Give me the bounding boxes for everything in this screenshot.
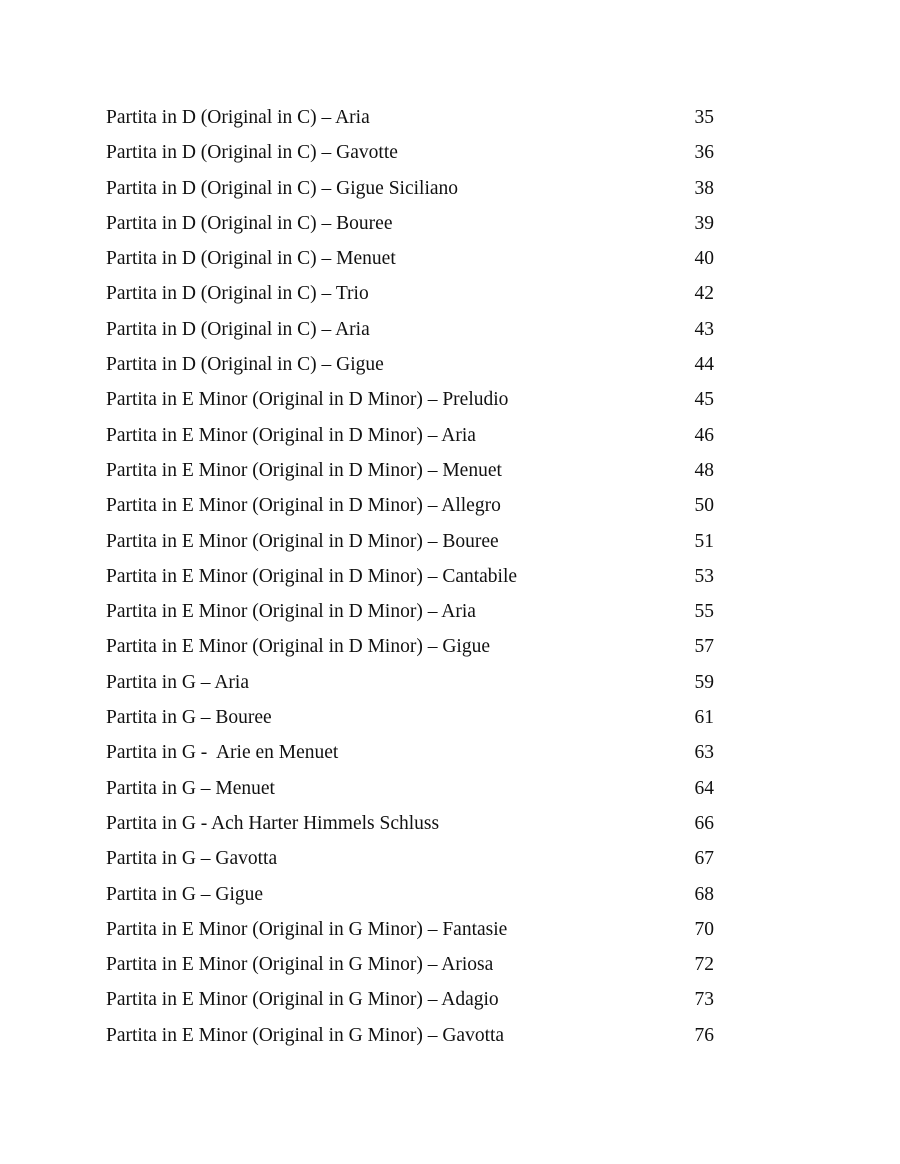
toc-entry-page: 42 [694,283,714,305]
toc-entry-page: 68 [694,883,714,905]
toc-entry-title: Partita in E Minor (Original in D Minor) – Aria [106,424,476,446]
toc-entry-page: 59 [694,671,714,693]
toc-entry-title: Partita in G – Aria [106,671,249,693]
toc-entry[interactable] [106,418,746,453]
toc-entry[interactable] [106,594,746,629]
toc-entry-page: 57 [694,636,714,658]
toc-entry[interactable] [106,347,746,382]
toc-entry[interactable] [106,524,746,559]
toc-entry[interactable] [106,735,746,770]
toc-entry[interactable] [106,771,746,806]
toc-entry[interactable] [106,947,746,982]
toc-entry-page: 44 [694,354,714,376]
toc-entry-page: 73 [694,989,714,1011]
toc-entry-title: Partita in G – Gavotta [106,848,278,870]
toc-entry-page: 46 [694,424,714,446]
toc-entry-page: 51 [694,530,714,552]
toc-entry-title: Partita in E Minor (Original in D Minor) – Aria [106,601,476,623]
toc-entry[interactable] [106,241,746,276]
toc-entry-page: 36 [694,142,714,164]
toc-entry-title: Partita in E Minor (Original in D Minor) – Cantabile [106,565,518,587]
toc-entry[interactable] [106,1018,746,1053]
toc-entry-page: 53 [694,565,714,587]
toc-entry-title: Partita in E Minor (Original in D Minor) – Allegro [106,495,501,517]
toc-entry-title: Partita in G – Bouree [106,707,272,729]
toc-entry[interactable] [106,982,746,1017]
toc-entry[interactable] [106,312,746,347]
toc-entry-title: Partita in D (Original in C) – Trio [106,283,369,305]
toc-entry-title: Partita in D (Original in C) – Bouree [106,212,393,234]
toc-entry-page: 63 [694,742,714,764]
table-of-contents [106,100,746,1053]
toc-entry[interactable] [106,135,746,170]
toc-entry-title: Partita in E Minor (Original in G Minor) – Ariosa [106,954,494,976]
toc-entry[interactable] [106,806,746,841]
toc-entry[interactable] [106,912,746,947]
toc-entry-page: 40 [694,248,714,270]
toc-entry[interactable] [106,382,746,417]
toc-entry-page: 45 [694,389,714,411]
toc-entry[interactable] [106,665,746,700]
toc-entry-title: Partita in E Minor (Original in D Minor) – Preludio [106,389,509,411]
toc-entry-page: 39 [694,212,714,234]
toc-entry-title: Partita in E Minor (Original in G Minor) – Gavotta [106,1024,505,1046]
toc-entry-page: 76 [694,1024,714,1046]
toc-entry-title: Partita in E Minor (Original in D Minor) – Gigue [106,636,490,658]
toc-entry[interactable] [106,700,746,735]
toc-entry-title: Partita in E Minor (Original in G Minor) – Fantasie [106,918,508,940]
toc-entry-title: Partita in G - Ach Harter Himmels Schluss [106,812,440,834]
toc-entry[interactable] [106,206,746,241]
toc-entry-page: 64 [694,777,714,799]
toc-entry-title: Partita in E Minor (Original in G Minor) – Adagio [106,989,499,1011]
toc-entry[interactable] [106,100,746,135]
toc-entry-page: 50 [694,495,714,517]
toc-entry-title: Partita in D (Original in C) – Aria [106,107,370,128]
toc-entry-title: Partita in G - Arie en Menuet [106,742,339,764]
toc-entry-title: Partita in E Minor (Original in D Minor) – Menuet [106,459,502,481]
toc-entry-page: 72 [694,954,714,976]
toc-entry-page: 55 [694,601,714,623]
toc-entry-page: 61 [694,707,714,729]
toc-entry-title: Partita in D (Original in C) – Menuet [106,248,396,270]
toc-entry-page: 48 [694,459,714,481]
toc-entry[interactable] [106,629,746,664]
toc-entry-page: 35 [694,107,714,128]
toc-entry[interactable] [106,171,746,206]
toc-entry[interactable] [106,877,746,912]
toc-entry-title: Partita in G – Gigue [106,883,264,905]
toc-entry-page: 43 [694,318,714,340]
toc-entry-page: 38 [694,177,714,199]
toc-entry-page: 66 [694,812,714,834]
toc-entry[interactable] [106,559,746,594]
toc-entry-title: Partita in E Minor (Original in D Minor) – Bouree [106,530,499,552]
toc-entry-title: Partita in D (Original in C) – Aria [106,318,370,340]
toc-entry[interactable] [106,488,746,523]
toc-entry[interactable] [106,453,746,488]
toc-entry[interactable] [106,841,746,876]
toc-entry-title: Partita in D (Original in C) – Gigue Siciliano [106,177,459,199]
toc-entry-title: Partita in D (Original in C) – Gavotte [106,142,398,164]
toc-entry[interactable] [106,276,746,311]
toc-entry-title: Partita in D (Original in C) – Gigue [106,354,384,376]
toc-entry-title: Partita in G – Menuet [106,777,275,799]
toc-entry-page: 70 [694,918,714,940]
toc-entry-page: 67 [694,848,714,870]
